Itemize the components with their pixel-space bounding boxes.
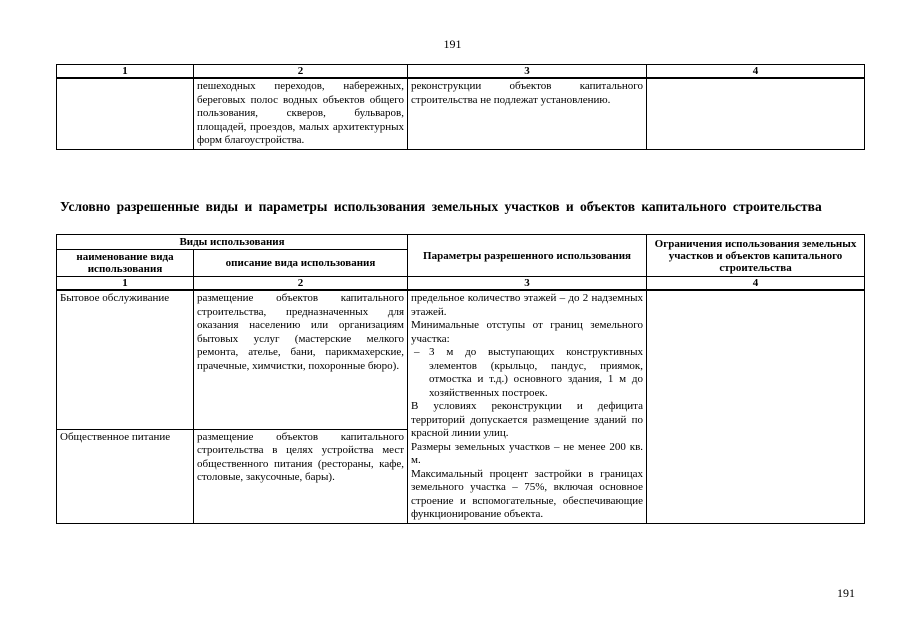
- header-description: описание вида использования: [194, 250, 408, 277]
- conditional-uses-table: [56, 234, 865, 524]
- header-row: [57, 235, 865, 250]
- table-row: [57, 78, 865, 149]
- cell-limits: [647, 290, 865, 523]
- col-number: 1: [57, 65, 194, 79]
- cell-name: [57, 78, 194, 149]
- header-limits: Ограничения использования земельных участков и объектов капитального строительства: [647, 235, 865, 277]
- col-number: 3: [408, 277, 647, 291]
- cell-description: размещение объектов капитального строительства, предназначенных для оказания населению или организациям бытовых услуг (мастерские мелкого ремонта, ателье, бани, парикмахерские, прачечные, химчистки, похоронные бюро).: [194, 290, 408, 429]
- page-number-top: 191: [443, 37, 462, 51]
- cell-name: Общественное питание: [57, 429, 194, 523]
- col-number: 3: [408, 65, 647, 79]
- column-number-row: [57, 65, 865, 79]
- cell-name: Бытовое обслуживание: [57, 290, 194, 429]
- cell-params: реконструкции объектов капитального строительства не подлежат установлению.: [408, 78, 647, 149]
- param-plot-size: Размеры земельных участков – не менее 200 кв. м.: [411, 440, 644, 466]
- param-storeys: предельное количество этажей – до 2 надземных этажей.: [411, 292, 644, 318]
- continuation-table: [56, 64, 865, 150]
- page-number-bottom: 191: [837, 586, 855, 600]
- header-group-uses: Виды использования: [57, 235, 408, 250]
- table-row: [57, 290, 865, 429]
- column-number-row: [57, 277, 865, 291]
- col-number: 4: [647, 65, 865, 79]
- param-reconstruction: В условиях реконструкции и дефицита территорий допускается размещение зданий по красной линии улиц.: [411, 400, 644, 439]
- cell-description: пешеходных переходов, набережных, береговых полос водных объектов общего пользования, скверов, бульваров, площадей, проездов, малых архитектурных форм благоустройства.: [194, 78, 408, 149]
- list-item: – 3 м до выступающих конструктивных элементов (крыльцо, пандус, приямок, отмостка и т.д.) основного здания, 1 м до хозяйственных построек.: [411, 346, 643, 400]
- param-setbacks: Минимальные отступы от границ земельного участка:: [411, 319, 644, 345]
- cell-description: размещение объектов капитального строительства в целях устройства мест общественного питания (рестораны, кафе, столовые, закусочные, бары).: [194, 429, 408, 523]
- cell-limits: [647, 78, 865, 149]
- header-name: наименование вида использования: [57, 250, 194, 277]
- col-number: 2: [194, 65, 408, 79]
- col-number: 1: [57, 277, 194, 291]
- param-coverage: Максимальный процент застройки в границах земельного участка – 75%, включая основное строение и вспомогательные, обеспечивающие функционирование объекта.: [411, 467, 644, 520]
- header-params: Параметры разрешенного использования: [408, 235, 647, 277]
- param-setbacks-list: [411, 346, 643, 400]
- cell-params: [408, 290, 647, 523]
- section-heading: Условно разрешенные виды и параметры использования земельных участков и объектов капитального строительства: [60, 199, 822, 214]
- col-number: 2: [194, 277, 408, 291]
- col-number: 4: [647, 277, 865, 291]
